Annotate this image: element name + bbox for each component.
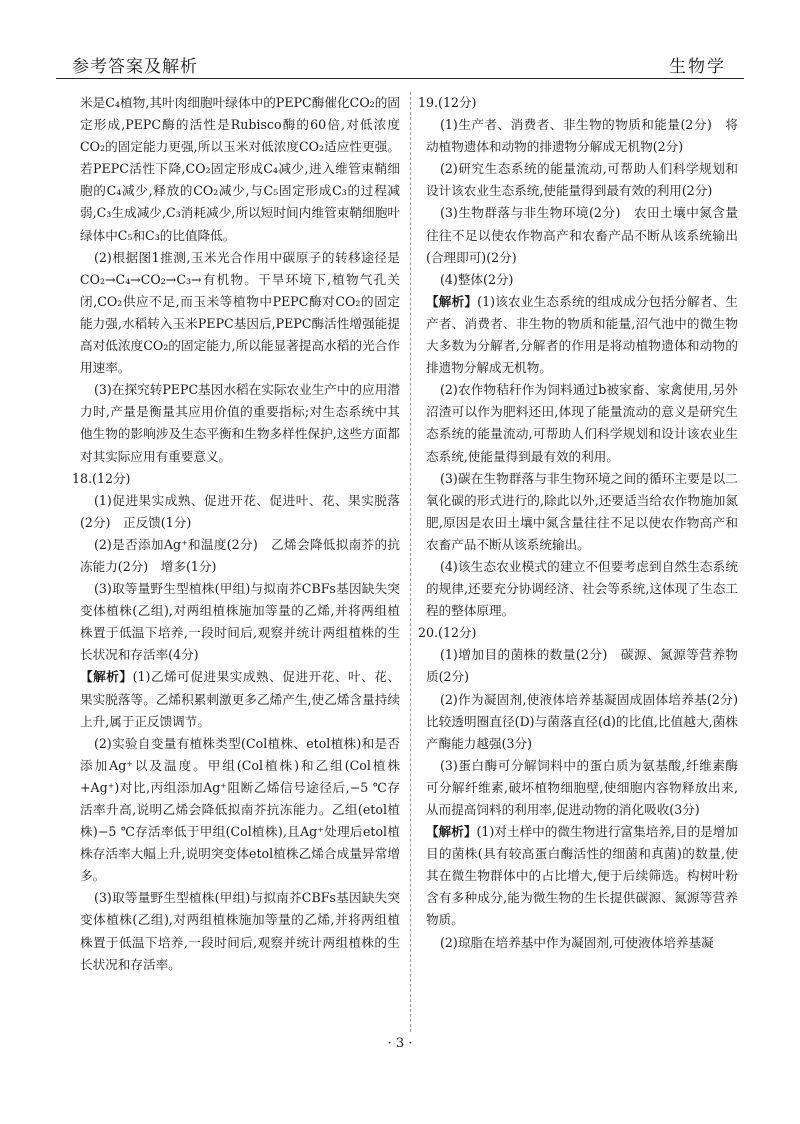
q18-answer-3: (3)取等量野生型植株(甲组)与拟南芥CBFs基因缺失突变体植株(乙组),对两组植株施加等量的乙烯,并将两组植株置于低温下培养,一段时间后,观察并统计两组植株的生长状况和存活率(4分) (80, 581, 400, 663)
q18-answer-2: (2)是否添加Ag⁺和温度(2分) 乙烯会降低拟南芥的抗冻能力(2分) 增多(1分) (80, 536, 400, 574)
q19-analysis-1-text: (1)该农业生态系统的组成成分包括分解者、生产者、消费者、非生物的物质和能量,沼气池中的微生物大多数为分解者,分解者的作用是将动植物遗体和动物的排遗物分解成无机物。 (426, 293, 739, 376)
q18-answer-1: (1)促进果实成熟、促进开花、促进叶、花、果实脱落(2分) 正反馈(1分) (80, 492, 400, 530)
column-divider (410, 92, 411, 1032)
q19-heading: 19.(12分) (418, 95, 477, 110)
q19-analysis-3: (3)碳在生物群落与非生物环境之间的循环主要是以二氧化碳的形式进行的,除此以外,还要适当给农作物施加氮肥,原因是农田土壤中氮含量往往不足以使农作物高产和农畜产品不断从该系统输出。 (426, 470, 738, 552)
q18-analysis-tag: 【解析】 (80, 669, 133, 685)
q20-heading: 20.(12分) (418, 625, 477, 641)
q18-analysis-2: (2)实验自变量有植株类型(Col植株、etol植株)和是否添加Ag⁺以及温度。甲组(Col植株)和乙组(Col植株+Ag⁺)对比,丙组添加Ag⁺阻断乙烯信号途径后,−5 ℃存活率升高,说明乙烯会降低拟南芥抗冻能力。乙组(etol植株)−5 ℃存活率低于甲组(Col植株),且Ag⁺处理后etol植株存活率大幅上升,说明突变体etol植株乙烯合成量异常增多。 (80, 735, 400, 884)
q17-analysis-part2: (2)根据图1推测,玉米光合作用中碳原子的转移途径是CO₂→C₄→CO₂→C₃→有机物。干旱环境下,植物气孔关闭,CO₂供应不足,而玉米等植物中PEPC酶对CO₂的固定能力强,水稻转入玉米PEPC基因后,PEPC酶活性增强能提高对低浓度CO₂的固定能力,所以能显著提高水稻的光合作用速率。 (80, 249, 400, 376)
q19-analysis-1 (426, 291, 738, 379)
header-title: 参考答案及解析 (72, 57, 198, 77)
q20-analysis-tag: 【解析】 (426, 824, 477, 840)
q19-answer-2: (2)研究生态系统的能量流动,可帮助人们科学规划和设计该农业生态系统,使能量得到最有效的利用(2分) (426, 161, 738, 199)
page-number: · 3 · (387, 1036, 413, 1051)
q18-heading: 18.(12分) (72, 470, 131, 486)
page-header (56, 44, 744, 79)
q19-analysis-2: (2)农作物秸秆作为饲料通过b被家畜、家禽使用,另外沼渣可以作为肥料还田,体现了能量流动的意义是研究生态系统的能量流动,可帮助人们科学规划和设计该农业生态系统,使能量得到最有效的利用。 (426, 382, 738, 464)
q18-analysis-1-text: (1)乙烯可促进果实成熟、促进开花、叶、花、果实脱落等。乙烯积累刺激更多乙烯产生,使乙烯含量持续上升,属于正反馈调节。 (80, 669, 401, 729)
q20-analysis-1 (426, 821, 738, 931)
q20-answer-3: (3)蛋白酶可分解饲料中的蛋白质为氨基酸,纤维素酶可分解纤维素,破坏植物细胞壁,使细胞内容物释放出来,从而提高饲料的利用率,促进动物的消化吸收(3分) (426, 757, 738, 817)
q17-analysis-part3: (3)在探究转PEPC基因水稻在实际农业生产中的应用潜力时,产量是衡量其应用价值的重要指标;对生态系统中其他生物的影响涉及生态平衡和生物多样性保护,这些方面都对其实际应用有重要意义。 (80, 382, 400, 464)
q17-analysis-continued: 米是C₄植物,其叶肉细胞叶绿体中的PEPC酶催化CO₂的固定形成,PEPC酶的活性是Rubisco酶的60倍,对低浓度CO₂的固定能力更强,所以玉米对低浓度CO₂适应性更强。若PEPC活性下降,CO₂固定形成C₄减少,进入维管束鞘细胞的C₄减少,释放的CO₂减少,与C₅固定形成C₃的过程减弱,C₃生成减少,C₃消耗减少,所以短时间内维管束鞘细胞叶绿体中C₅和C₃的比值降低。 (80, 95, 400, 243)
q20-analysis-1-text: (1)对土样中的微生物进行富集培养,目的是增加目的菌株(具有较高蛋白酶活性的细菌和真菌)的数量,使其在微生物群体中的占比增大,便于后续筛选。构树叶粉含有多种成分,能为微生物的生长提供碳源、氮源等营养物质。 (426, 824, 739, 928)
q20-answer-2: (2)作为凝固剂,使液体培养基凝固成固体培养基(2分) 比较透明圈直径(D)与菌落直径(d)的比值,比值越大,菌株产酶能力越强(3分) (426, 691, 751, 751)
q19-analysis-4: (4)该生态农业模式的建立不但要考虑到自然生态系统的规律,还要充分协调经济、社会等系统,这体现了生态工程的整体原理。 (426, 558, 738, 619)
q19-analysis-tag: 【解析】 (426, 293, 478, 309)
header-subject: 生物学 (669, 57, 726, 77)
q19-answer-1: (1)生产者、消费者、非生物的物质和能量(2分) 将动植物遗体和动物的排遗物分解成无机物(2分) (426, 117, 738, 155)
q18-analysis-3: (3)取等量野生型植株(甲组)与拟南芥CBFs基因缺失突变体植株(乙组),对两组植株施加等量的乙烯,并将两组植株置于低温下培养,一段时间后,观察并统计两组植株的生长状况和存活率。 (80, 890, 400, 972)
q20-analysis-2: (2)琼脂在培养基中作为凝固剂,可使液体培养基凝 (440, 934, 714, 950)
q20-answer-1: (1)增加目的菌株的数量(2分) 碳源、氮源等营养物质(2分) (426, 647, 738, 685)
q19-answer-4: (4)整体(2分) (440, 271, 514, 287)
q18-analysis-1 (80, 666, 400, 732)
left-column (72, 92, 401, 976)
q19-answer-3: (3)生物群落与非生物环境(2分) 农田土壤中氮含量往往不足以使农作物高产和农畜产品不断从该系统输出(合理即可)(2分) (426, 205, 738, 265)
right-column (418, 92, 751, 954)
